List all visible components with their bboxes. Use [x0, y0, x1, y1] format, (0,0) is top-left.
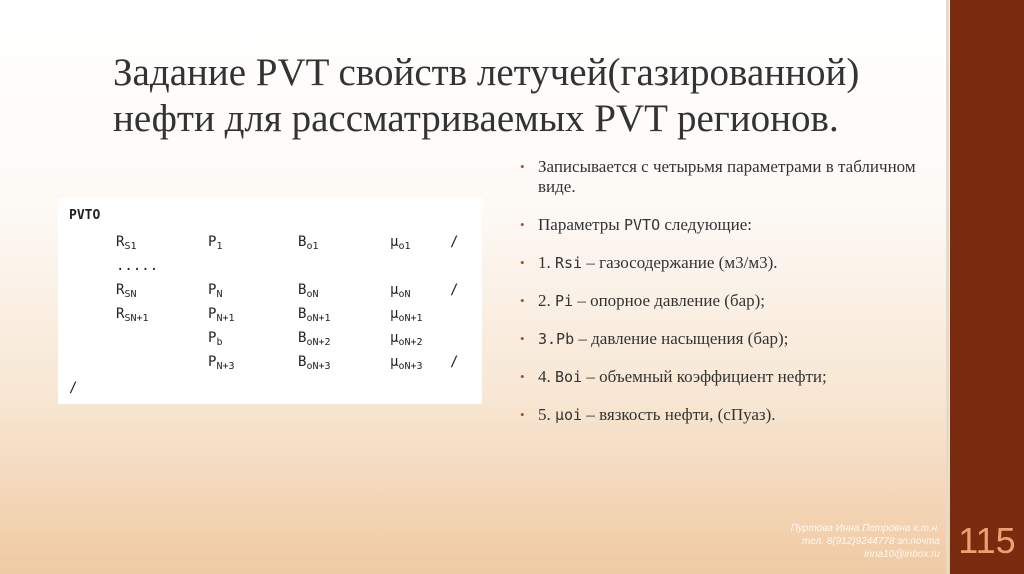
slide-number: 115	[958, 520, 1016, 561]
pvto-keyword: PVTO	[69, 208, 101, 223]
pvto-cell: $R_{SN+1}$	[116, 306, 149, 324]
sidebar-band	[950, 0, 1024, 574]
bullet-code: PVTO	[623, 216, 661, 234]
bullet-text: – объемный коэффициент нефти;	[582, 367, 827, 386]
final-slash: /	[69, 380, 78, 396]
pvto-cell: $P_b$	[208, 330, 223, 348]
bullet-code: Pi	[555, 292, 574, 310]
bullet-item	[520, 367, 930, 387]
ellipsis: .....	[116, 258, 159, 274]
bullet-code: 3.Pb	[538, 330, 575, 348]
pvto-row	[58, 280, 482, 300]
pvto-cell: $R_{S1}$	[116, 234, 137, 252]
pvto-cell: $\mu_{oN+3}$	[390, 354, 423, 372]
slide-title	[113, 50, 933, 142]
sidebar-edge	[946, 0, 949, 574]
bullet-item	[520, 291, 930, 311]
pvto-row	[58, 232, 482, 252]
pvto-cell: $B_{oN+1}$	[298, 306, 331, 324]
row-terminator: /	[450, 354, 459, 370]
slide-title-line-1: Задание PVT свойств летучей(газированной)	[113, 51, 860, 94]
pvto-row	[58, 304, 482, 324]
pvto-cell: $\mu_{oN}$	[390, 282, 411, 300]
bullet-list	[520, 157, 930, 443]
pvto-row	[58, 328, 482, 348]
author-footer	[700, 522, 940, 561]
slide-title-line-2: нефти для рассматриваемых PVT регионов.	[113, 97, 839, 140]
bullet-text: – вязкость нефти, (сПуаз).	[582, 405, 776, 424]
bullet-text: – давление насыщения (бар);	[574, 329, 789, 348]
bullet-text: 2.	[538, 291, 555, 310]
pvto-row	[58, 352, 482, 372]
bullet-code: μoi	[555, 406, 583, 424]
row-terminator: /	[450, 234, 459, 250]
pvto-cell: $B_{oN+2}$	[298, 330, 331, 348]
bullet-item	[520, 253, 930, 273]
bullet-text: Записывается с четырьмя параметрами в табличном виде.	[538, 157, 916, 196]
pvto-cell: $\mu_{oN+1}$	[390, 306, 423, 324]
bullet-item	[520, 405, 930, 425]
bullet-text: 4.	[538, 367, 555, 386]
pvto-cell: $P_{N+3}$	[208, 354, 235, 372]
pvto-cell: $\mu_{oN+2}$	[390, 330, 423, 348]
pvto-cell: $P_N$	[208, 282, 223, 300]
bullet-text: – опорное давление (бар);	[573, 291, 766, 310]
bullet-text: Параметры	[538, 215, 624, 234]
pvto-row	[58, 256, 482, 276]
pvto-cell: $B_{oN}$	[298, 282, 319, 300]
pvto-cell: $R_{SN}$	[116, 282, 137, 300]
bullet-code: Rsi	[555, 254, 583, 272]
bullet-item	[520, 157, 930, 197]
bullet-text: следующие:	[660, 215, 753, 234]
bullet-item	[520, 215, 930, 235]
pvto-cell: $\mu_{o1}$	[390, 234, 411, 252]
row-terminator: /	[450, 282, 459, 298]
bullet-text: – газосодержание (м3/м3).	[582, 253, 778, 272]
pvto-code-block	[58, 198, 482, 404]
pvto-cell: $B_{oN+3}$	[298, 354, 331, 372]
footer-line-3: inna10@inbox.ru	[864, 549, 940, 560]
pvto-cell: $P_1$	[208, 234, 223, 252]
pvto-cell: $P_{N+1}$	[208, 306, 235, 324]
bullet-code: Boi	[555, 368, 583, 386]
bullet-item	[520, 329, 930, 349]
footer-line-1: Пуртова Инна Петровна к.т.н.	[790, 523, 940, 534]
footer-line-2: тел. 8(912)9244778 эл.почта	[801, 536, 940, 547]
bullet-text: 5.	[538, 405, 555, 424]
pvto-cell: $B_{o1}$	[298, 234, 319, 252]
bullet-text: 1.	[538, 253, 555, 272]
